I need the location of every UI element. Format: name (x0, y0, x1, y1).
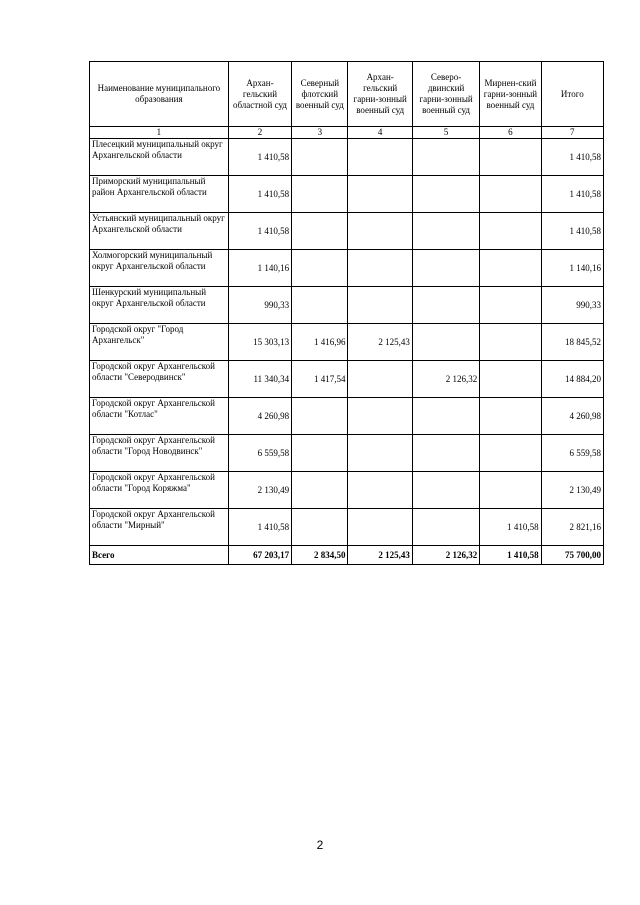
amount-cell (480, 213, 541, 250)
amount-cell (292, 213, 348, 250)
column-number: 2 (228, 127, 291, 139)
amount-cell: 990,33 (228, 287, 291, 324)
municipality-name: Городской округ Архангельской области "Котлас" (90, 398, 229, 435)
amount-cell: 1 410,58 (228, 509, 291, 546)
header-severodvinsk-garrison-court: Северо-двинский гарни-зонный военный суд (412, 62, 479, 127)
amount-cell: 75 700,00 (541, 546, 603, 565)
amount-cell: 1 140,16 (228, 250, 291, 287)
table-row (90, 250, 604, 287)
header-mirny-garrison-court: Мирнен-ский гарни-зонный военный суд (480, 62, 541, 127)
table-row (90, 213, 604, 250)
amount-cell (348, 250, 412, 287)
total-row (90, 546, 604, 565)
amount-cell: 67 203,17 (228, 546, 291, 565)
table-row (90, 361, 604, 398)
amount-cell (292, 139, 348, 176)
amount-cell: 1 410,58 (480, 509, 541, 546)
amount-cell (412, 139, 479, 176)
amount-cell (292, 176, 348, 213)
amount-cell: 6 559,58 (541, 435, 603, 472)
amount-cell (348, 398, 412, 435)
amount-cell: 6 559,58 (228, 435, 291, 472)
amount-cell: 1 410,58 (228, 176, 291, 213)
header-municipality: Наименование муниципального образования (90, 62, 229, 127)
table-row (90, 509, 604, 546)
distribution-table (89, 61, 604, 565)
header-row (90, 62, 604, 127)
amount-cell: 2 126,32 (412, 546, 479, 565)
column-number: 3 (292, 127, 348, 139)
amount-cell: 11 340,34 (228, 361, 291, 398)
amount-cell (412, 398, 479, 435)
amount-cell: 14 884,20 (541, 361, 603, 398)
total-label: Всего (90, 546, 229, 565)
amount-cell: 2 130,49 (541, 472, 603, 509)
amount-cell (412, 472, 479, 509)
amount-cell (480, 398, 541, 435)
table-row (90, 139, 604, 176)
amount-cell (412, 324, 479, 361)
amount-cell: 1 410,58 (541, 139, 603, 176)
column-number: 6 (480, 127, 541, 139)
amount-cell: 1 410,58 (228, 213, 291, 250)
amount-cell: 1 410,58 (541, 213, 603, 250)
amount-cell (348, 176, 412, 213)
amount-cell (480, 250, 541, 287)
table-row (90, 472, 604, 509)
amount-cell (292, 472, 348, 509)
amount-cell (480, 472, 541, 509)
header-northern-fleet-court: Северный флотский военный суд (292, 62, 348, 127)
amount-cell (348, 435, 412, 472)
header-total: Итого (541, 62, 603, 127)
municipality-name: Городской округ "Город Архангельск" (90, 324, 229, 361)
amount-cell: 15 303,13 (228, 324, 291, 361)
amount-cell (348, 361, 412, 398)
amount-cell (412, 435, 479, 472)
municipality-name: Плесецкий муниципальный округ Архангельской области (90, 139, 229, 176)
amount-cell (412, 509, 479, 546)
amount-cell (292, 250, 348, 287)
column-number: 1 (90, 127, 229, 139)
amount-cell: 2 125,43 (348, 546, 412, 565)
amount-cell: 18 845,52 (541, 324, 603, 361)
municipality-name: Городской округ Архангельской области "Город Новодвинск" (90, 435, 229, 472)
table-row (90, 435, 604, 472)
amount-cell (292, 398, 348, 435)
header-arkhangelsk-garrison-court: Архан-гельский гарни-зонный военный суд (348, 62, 412, 127)
amount-cell: 1 410,58 (480, 546, 541, 565)
table-row (90, 287, 604, 324)
amount-cell: 1 140,16 (541, 250, 603, 287)
municipality-name: Городской округ Архангельской области "Северодвинск" (90, 361, 229, 398)
amount-cell (292, 435, 348, 472)
column-number-row (90, 127, 604, 139)
amount-cell: 2 821,16 (541, 509, 603, 546)
amount-cell: 990,33 (541, 287, 603, 324)
municipality-name: Приморский муниципальный район Архангельской области (90, 176, 229, 213)
amount-cell (292, 509, 348, 546)
table-row (90, 176, 604, 213)
amount-cell: 1 416,96 (292, 324, 348, 361)
amount-cell: 4 260,98 (228, 398, 291, 435)
header-regional-court: Архан-гельский областной суд (228, 62, 291, 127)
amount-cell (292, 287, 348, 324)
table-body (90, 139, 604, 565)
column-number: 5 (412, 127, 479, 139)
municipality-name: Холмогорский муниципальный округ Архангельской области (90, 250, 229, 287)
amount-cell (480, 435, 541, 472)
amount-cell (348, 472, 412, 509)
amount-cell: 4 260,98 (541, 398, 603, 435)
amount-cell (348, 139, 412, 176)
amount-cell: 1 410,58 (228, 139, 291, 176)
amount-cell: 2 130,49 (228, 472, 291, 509)
amount-cell: 2 125,43 (348, 324, 412, 361)
amount-cell (480, 324, 541, 361)
amount-cell (480, 139, 541, 176)
amount-cell (412, 250, 479, 287)
municipality-name: Городской округ Архангельской области "Мирный" (90, 509, 229, 546)
amount-cell: 2 834,50 (292, 546, 348, 565)
amount-cell (412, 213, 479, 250)
amount-cell (480, 176, 541, 213)
amount-cell (480, 287, 541, 324)
amount-cell (348, 213, 412, 250)
amount-cell (348, 509, 412, 546)
column-number: 7 (541, 127, 603, 139)
municipality-name: Шенкурский муниципальный округ Архангельской области (90, 287, 229, 324)
amount-cell (348, 287, 412, 324)
table-row (90, 324, 604, 361)
amount-cell: 2 126,32 (412, 361, 479, 398)
table-row (90, 398, 604, 435)
amount-cell: 1 417,54 (292, 361, 348, 398)
page-number: 2 (316, 838, 324, 852)
municipality-name: Устьянский муниципальный округ Архангельской области (90, 213, 229, 250)
amount-cell: 1 410,58 (541, 176, 603, 213)
amount-cell (412, 176, 479, 213)
amount-cell (412, 287, 479, 324)
amount-cell (480, 361, 541, 398)
municipality-name: Городской округ Архангельской области "Город Коряжма" (90, 472, 229, 509)
column-number: 4 (348, 127, 412, 139)
